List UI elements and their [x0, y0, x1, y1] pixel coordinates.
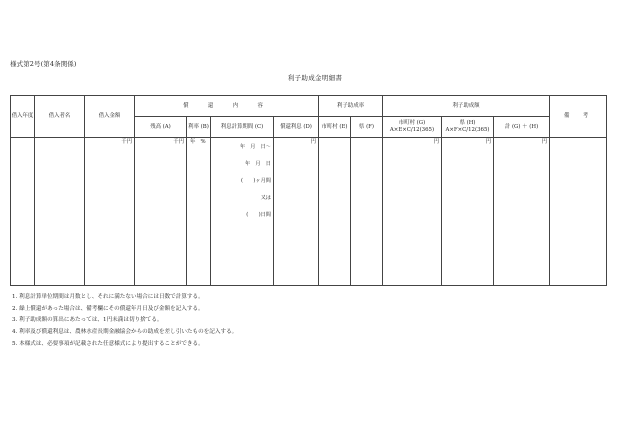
cell-balance[interactable]: [135, 138, 187, 286]
unit-yen: 円: [485, 139, 491, 145]
document-title: 利子助成金明細書: [287, 74, 343, 82]
header-loan-amount: 借入金額: [85, 96, 135, 138]
cell-amount-pref[interactable]: [442, 138, 494, 286]
unit-year: 年: [190, 139, 196, 145]
table-row: [11, 138, 607, 286]
note-item: 3. 利子助成額の算出にあたっては、1円未満は切り捨てる。: [12, 317, 163, 324]
cell-interest-rate[interactable]: [187, 138, 211, 286]
cell-amount-total[interactable]: [494, 138, 550, 286]
header-amount-group: 利子助成額: [383, 96, 550, 117]
interest-subsidy-table: [10, 95, 607, 286]
unit-yen: 円: [541, 139, 548, 145]
header-year: 借入年度: [11, 96, 35, 138]
note-item: 2. 繰上償還があった場合は、備考欄にその償還年月日及び金額を記入する。: [12, 305, 204, 312]
header-rate-pref: 県 (F): [351, 117, 383, 138]
header-remarks: 備 考: [550, 96, 607, 138]
period-end: 年 月 日: [245, 161, 271, 167]
cell-rate-city[interactable]: [319, 138, 351, 286]
note-item: 4. 利率及び償還利息は、農林水産長期金融協会からの助成を差し引いたものを記入する。: [12, 329, 238, 336]
notes: [12, 292, 237, 351]
cell-year[interactable]: [11, 138, 35, 286]
cell-borrower[interactable]: [35, 138, 85, 286]
period-start: 年 月 日～: [239, 144, 271, 150]
cell-repayment-interest[interactable]: [274, 138, 319, 286]
period-days: ( )日間: [246, 212, 271, 218]
cell-remarks[interactable]: [550, 138, 607, 286]
header-period: 利息計算期間 (C): [211, 117, 274, 138]
header-amount-city: 市町村 (G) A×E×C/12(365): [383, 117, 442, 138]
header-rate-city: 市町村 (E): [319, 117, 351, 138]
period-or: 又は: [260, 195, 271, 201]
header-amount-total: 計 (G) ＋ (H): [494, 117, 550, 138]
cell-amount-city[interactable]: [383, 138, 442, 286]
form-number: 様式第2号(第4条関係): [10, 60, 77, 68]
header-rate-group: 利子助成率: [319, 96, 383, 117]
cell-period[interactable]: [211, 138, 274, 286]
header-balance: 残高 (A): [135, 117, 187, 138]
note-item: 5. 本様式は、必要事項が記載された任意様式により提出することができる。: [12, 340, 204, 347]
header-borrower: 借入者名: [35, 96, 85, 138]
unit-thousand-yen: 千円: [121, 139, 132, 145]
unit-thousand-yen: 千円: [173, 139, 184, 145]
cell-rate-pref[interactable]: [351, 138, 383, 286]
note-item: 1. 利息計算単位期間は月数とし、それに満たない場合には日数で計算する。: [12, 294, 204, 300]
unit-yen: 円: [310, 139, 316, 145]
unit-yen: 円: [433, 139, 439, 145]
header-repayment-group: 償 還 内 容: [135, 96, 319, 117]
unit-percent: %: [200, 139, 206, 145]
header-repayment-interest: 償還利息 (D): [274, 117, 319, 138]
header-amount-pref: 県 (H) A×F×C/12(365): [442, 117, 494, 138]
cell-loan-amount[interactable]: [85, 138, 135, 286]
period-months: ( )ヶ月間: [241, 178, 271, 184]
header-interest-rate: 利率 (B): [187, 117, 211, 138]
